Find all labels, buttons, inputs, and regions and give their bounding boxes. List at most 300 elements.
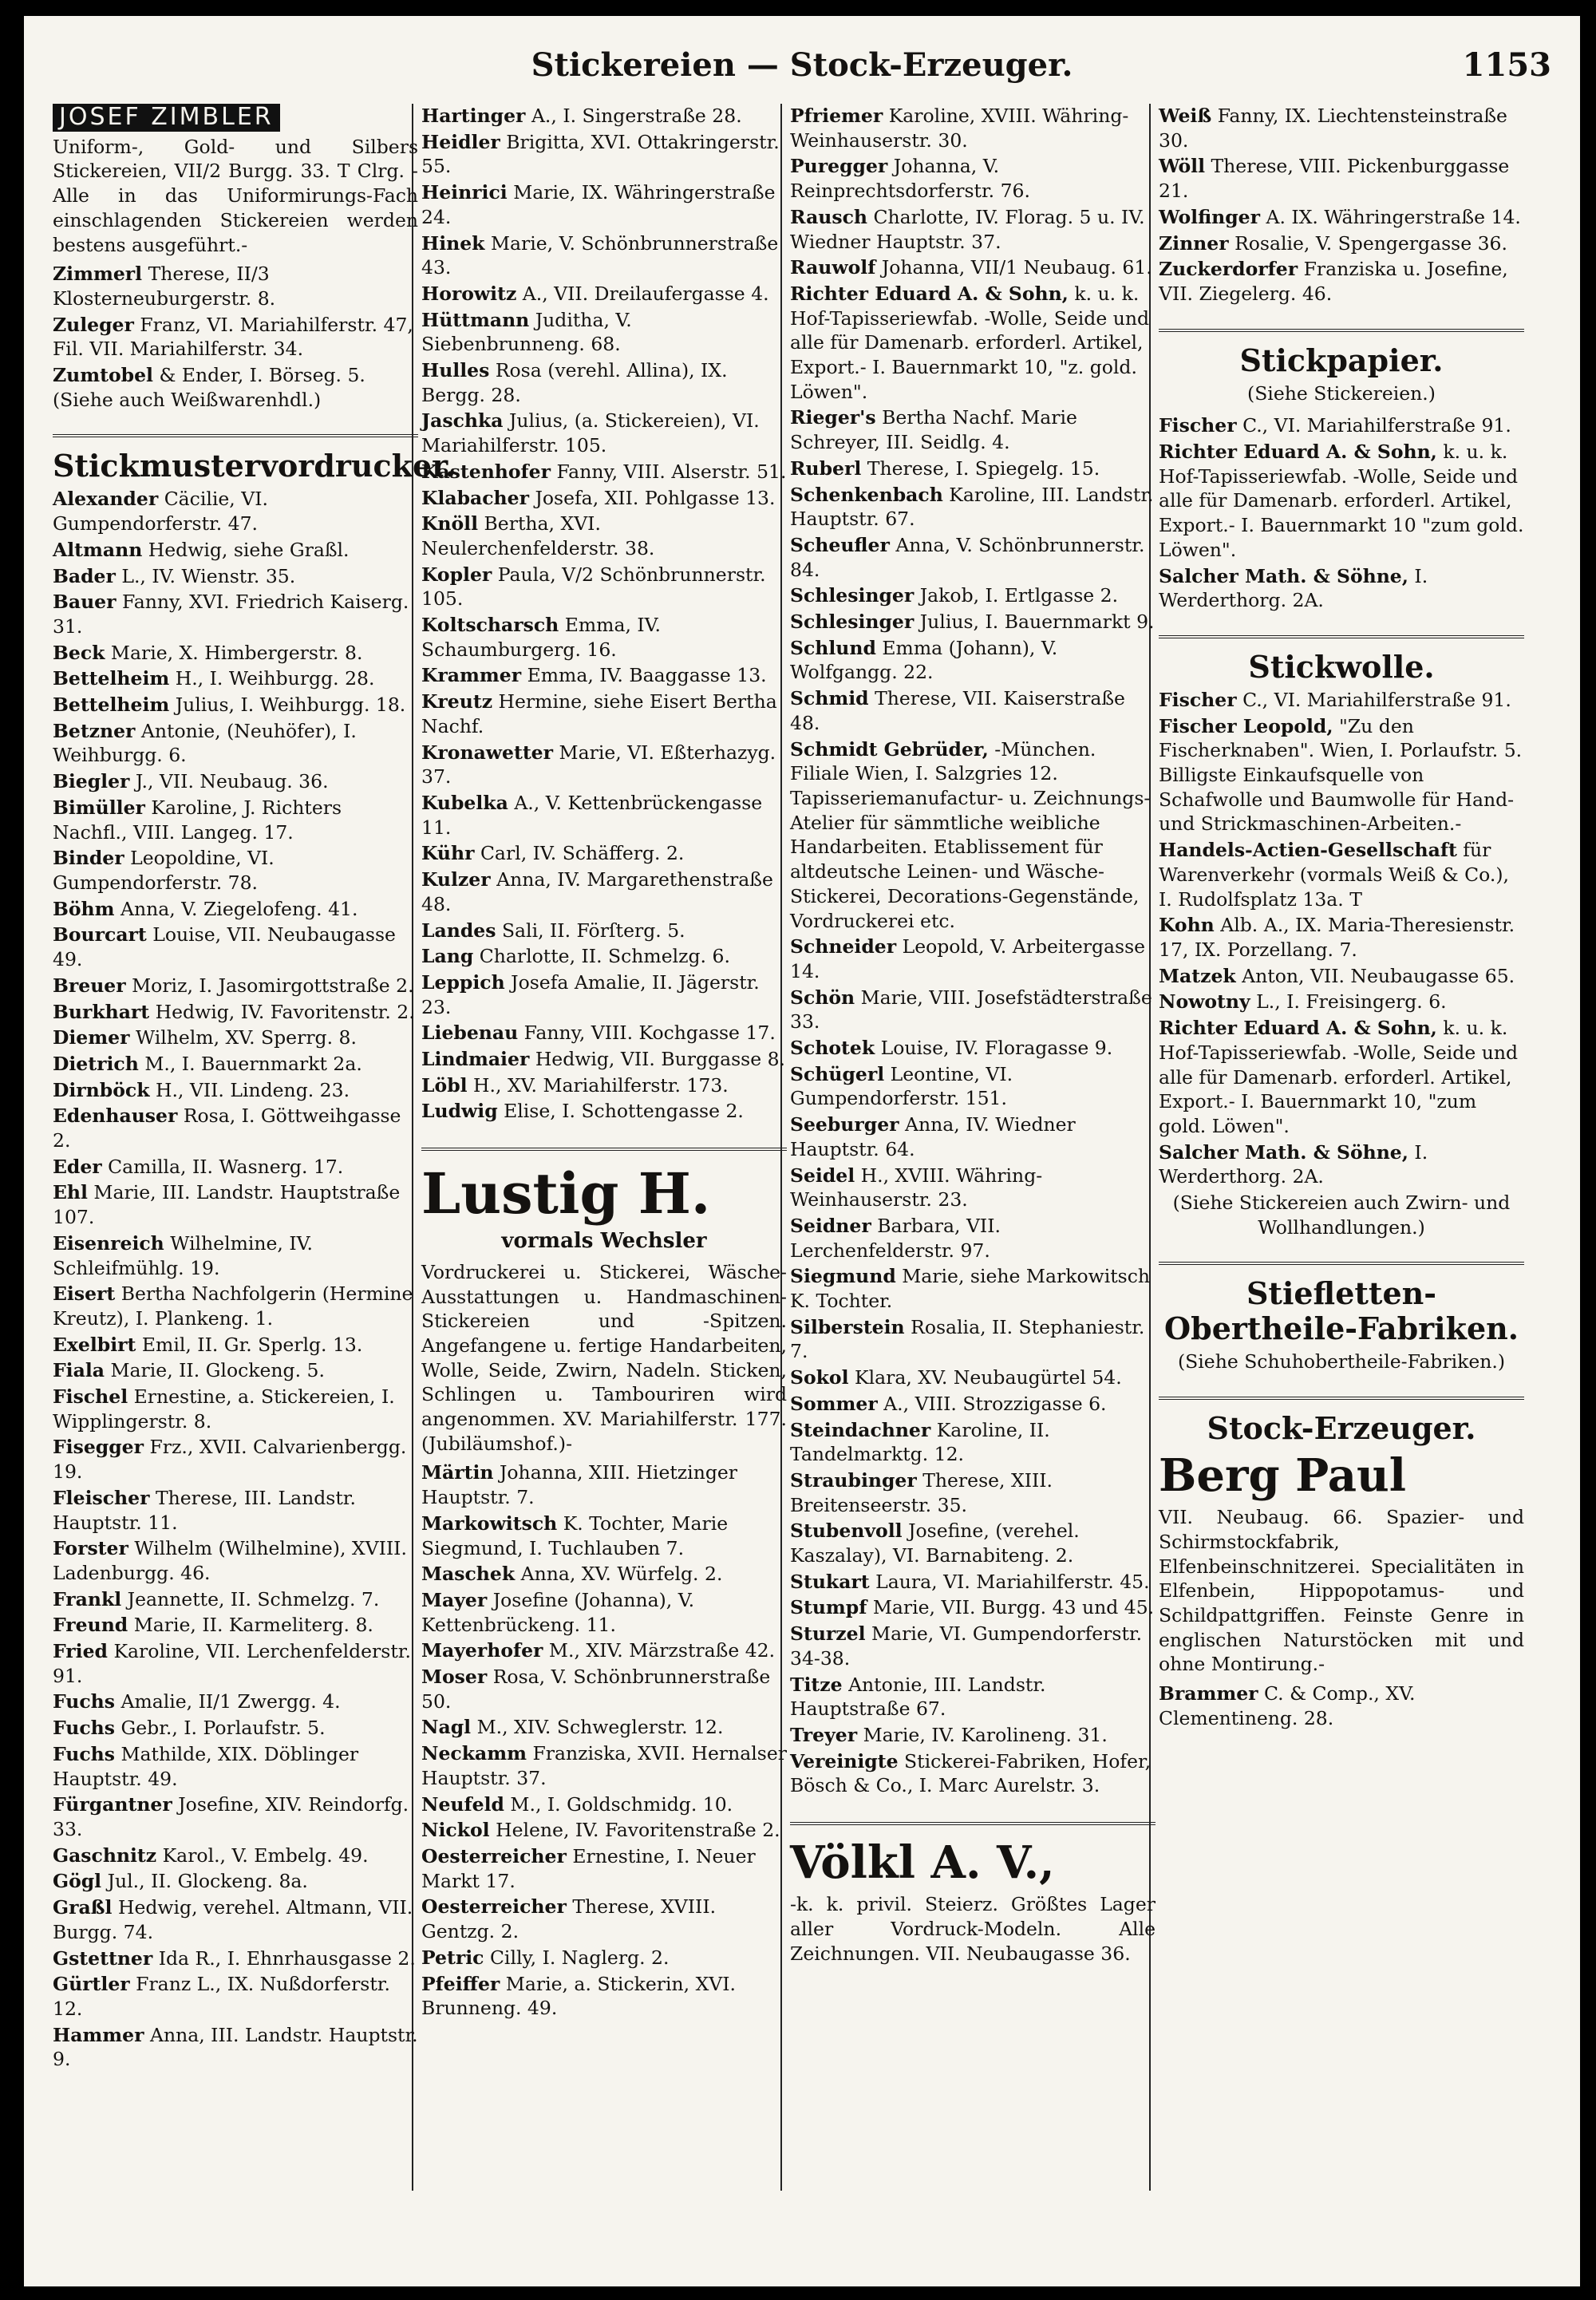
entry-name: Stubenvoll <box>790 1520 903 1543</box>
directory-entry <box>1159 154 1524 203</box>
entry-details: Marie, II. Karmeliterg. 8. <box>133 1614 373 1637</box>
entry-details: Therese, I. Spiegelg. 15. <box>867 456 1100 480</box>
entry-details: Franziska, XVII. Hernalser Hauptstr. 37. <box>421 1742 788 1789</box>
entry-name: Richter Eduard A. & Sohn, <box>790 282 1069 305</box>
directory-entry <box>53 719 418 768</box>
entry-details: L., IV. Wienstr. 35. <box>121 564 296 587</box>
berg-ad-name: Berg Paul <box>1159 1449 1406 1503</box>
directory-entry <box>790 610 1156 634</box>
entry-name: Stukart <box>790 1570 870 1593</box>
entry-details: C., VI. Mariahilferstraße 91. <box>1242 688 1511 711</box>
directory-entry <box>790 533 1156 582</box>
directory-entry <box>53 363 418 412</box>
entry-name: Fiala <box>53 1359 105 1382</box>
entry-details: Bertha, XVI. Neulerchenfelderstr. 38. <box>421 512 655 559</box>
directory-entry <box>53 897 418 922</box>
entry-details: Julius, (a. Stickereien), VI. Mariahilferstr. 105. <box>421 409 760 457</box>
directory-entry <box>421 1021 787 1045</box>
entry-name: Bourcart <box>53 923 147 946</box>
directory-entry <box>790 1392 1156 1417</box>
entry-details: Paula, V/2 Schönbrunnerstr. 105. <box>421 563 766 611</box>
directory-entry <box>421 970 787 1019</box>
entry-name: Vereinigte <box>790 1749 899 1772</box>
entry-details: Marie, a. Stickerin, XVI. Brunneng. 49. <box>421 1972 737 2020</box>
entry-details: Klara, XV. Neubaugürtel 54. <box>855 1366 1122 1389</box>
directory-entry <box>421 486 787 511</box>
directory-entry <box>1159 205 1524 230</box>
directory-entry <box>790 1673 1156 1721</box>
directory-entry <box>53 796 418 844</box>
entry-name: Gögl <box>53 1870 102 1893</box>
directory-entry <box>53 1536 418 1585</box>
directory-entry <box>53 1333 418 1357</box>
directory-entry <box>53 1000 418 1025</box>
entry-details: Johanna, V. Reinprechtsdorferstr. 76. <box>790 155 1030 203</box>
directory-entry <box>421 741 787 789</box>
directory-entry <box>790 456 1156 481</box>
entry-name: Seidel <box>790 1164 855 1187</box>
entry-details: Rosa, V. Schönbrunnerstraße 50. <box>421 1666 771 1713</box>
entry-details: Brigitta, XVI. Ottakringerstr. 55. <box>421 130 780 178</box>
directory-entry <box>421 460 787 484</box>
entry-details: Ernestine, I. Neuer Markt 17. <box>421 1845 756 1892</box>
entry-details: Karoline, XVIII. Währing-Weinhauserstr. 30. <box>790 105 1129 152</box>
directory-entry <box>421 1073 787 1098</box>
entry-details: Emma, IV. Baaggasse 13. <box>527 664 767 687</box>
entry-details: Marie, VI. Eßterhazyg. 37. <box>421 741 776 788</box>
entry-name: Freund <box>53 1614 128 1637</box>
entry-details: Fanny, IX. Liechtensteinstraße 30. <box>1159 105 1507 152</box>
directory-entry <box>790 686 1156 735</box>
entry-name: Altmann <box>53 538 143 561</box>
entry-name: Oesterreicher <box>421 1845 567 1867</box>
directory-entry <box>421 1665 787 1713</box>
entry-name: Silberstein <box>790 1315 905 1338</box>
directory-entry <box>790 282 1156 405</box>
section-title-stock-erzeuger: Stock-Erzeuger. <box>1159 1397 1524 1446</box>
entry-name: Diemer <box>53 1026 130 1049</box>
directory-entry <box>790 1112 1156 1161</box>
entry-name: Mayer <box>421 1588 488 1611</box>
entry-details: Therese, XIII. Breitenseerstr. 35. <box>790 1468 1053 1516</box>
entry-list <box>1159 1682 1524 1730</box>
directory-entry <box>790 1570 1156 1595</box>
directory-entry <box>53 564 418 589</box>
entry-details: Karoline, II. Tandelmarktg. 12. <box>790 1418 1050 1466</box>
directory-entry <box>421 358 787 407</box>
entry-details: M., XIV. Märzstraße 42. <box>548 1639 776 1662</box>
entry-details: "Zu den Fischerknaben". Wien, I. Porlaufstr. 5. Billigste Einkaufsquelle von Schafwolle und Baumwolle für Hand- und Strickmaschinen-Arbeiten.- <box>1159 714 1523 836</box>
entry-details: Wilhelm (Wilhelmine), XVIII. Ladenburgg. 46. <box>53 1537 407 1584</box>
entry-name: Oesterreicher <box>421 1895 567 1919</box>
directory-entry <box>421 1972 787 2021</box>
entry-name: Märtin <box>421 1461 494 1484</box>
entry-name: Fried <box>53 1640 108 1663</box>
entry-name: Zinner <box>1159 231 1229 255</box>
zimbler-logo: JOSEF ZIMBLER <box>53 104 280 132</box>
entry-details: Hedwig, IV. Favoritenstr. 2. <box>155 1000 415 1023</box>
entry-name: Petric <box>421 1946 484 1969</box>
entry-name: Fisegger <box>53 1436 144 1459</box>
directory-entry <box>421 1715 787 1740</box>
directory-entry <box>1159 688 1524 713</box>
entry-name: Nagl <box>421 1716 472 1739</box>
entry-name: Schenkenbach <box>790 483 943 506</box>
directory-entry <box>790 104 1156 152</box>
directory-entry <box>53 1946 418 1971</box>
entry-details: Fanny, VIII. Alserstr. 51. <box>556 460 787 483</box>
directory-entry <box>53 1639 418 1688</box>
entry-details: Franziska u. Josefine, VII. Ziegelerg. 46. <box>1159 258 1508 305</box>
entry-details: Leopold, V. Arbeitergasse 14. <box>790 935 1146 982</box>
entry-name: Lindmaier <box>421 1048 530 1071</box>
entry-name: Steindachner <box>790 1418 931 1441</box>
entry-details: k. u. k. Hof-Tapisseriewfab. -Wolle, Seide und alle für Damenarb. erforderl. Artikel, Export.- I. Bauernmarkt 10, "z. gold. Löwen". <box>790 282 1150 403</box>
entry-details: K. Tochter, Marie Siegmund, I. Tuchlauben 7. <box>421 1512 729 1559</box>
directory-entry <box>790 405 1156 454</box>
entry-details: Louise, IV. Floragasse 9. <box>880 1037 1113 1060</box>
entry-details: A., V. Kettenbrückengasse 11. <box>421 791 763 839</box>
directory-entry <box>421 1047 787 1072</box>
entry-name: Maschek <box>421 1563 516 1586</box>
directory-entry <box>1159 913 1524 962</box>
entry-name: Binder <box>53 847 124 870</box>
entry-details: Fanny, VIII. Kochgasse 17. <box>523 1022 776 1045</box>
directory-entry <box>53 1587 418 1612</box>
entry-name: Kastenhofer <box>421 460 551 483</box>
entry-details: Johanna, XIII. Hietzinger Hauptstr. 7. <box>421 1461 738 1509</box>
column-2 <box>421 104 787 2022</box>
entry-list <box>53 262 418 412</box>
section-note: (Siehe Stickereien.) <box>1247 381 1436 405</box>
entry-name: Breuer <box>53 974 126 997</box>
entry-name: Markowitsch <box>421 1512 558 1535</box>
entry-list <box>53 487 418 2072</box>
entry-name: Kreutz <box>421 690 493 713</box>
entry-name: Fischer Leopold, <box>1159 714 1333 737</box>
entry-details: Fanny, XVI. Friedrich Kaiserg. 31. <box>53 591 409 638</box>
entry-details: Emil, II. Gr. Sperlg. 13. <box>141 1333 363 1356</box>
entry-name: Fuchs <box>53 1690 115 1713</box>
entry-name: Bauer <box>53 591 117 614</box>
entry-name: Salcher Math. & Söhne, <box>1159 1140 1408 1164</box>
directory-entry <box>421 512 787 560</box>
entry-details: Gebr., I. Porlaufstr. 5. <box>120 1717 326 1740</box>
directory-entry <box>1159 257 1524 306</box>
directory-entry <box>53 1180 418 1229</box>
entry-name: Pfriemer <box>790 105 883 127</box>
entry-name: Sokol <box>790 1366 849 1389</box>
directory-entry <box>421 1895 787 1943</box>
entry-details: Leontine, VI. Gumpendorferstr. 151. <box>790 1062 1013 1110</box>
directory-entry <box>421 944 787 969</box>
entry-name: Wöll <box>1159 155 1206 178</box>
entry-details: Marie, II. Glockeng. 5. <box>110 1359 325 1382</box>
entry-name: Forster <box>53 1537 128 1560</box>
directory-entry <box>53 1792 418 1841</box>
entry-name: Zuckerdorfer <box>1159 258 1298 281</box>
page-title: Stickereien — Stock-Erzeuger. <box>531 46 1073 84</box>
section-title-stickpapier: Stickpapier. <box>1159 329 1524 378</box>
directory-entry <box>1159 990 1524 1014</box>
section-title-stickmustervordrucker: Stickmustervordrucker. <box>53 434 418 484</box>
entry-details: Anna, XV. Würfelg. 2. <box>520 1563 723 1586</box>
directory-entry <box>421 409 787 457</box>
directory-entry <box>53 1155 418 1180</box>
directory-entry <box>53 1742 418 1791</box>
directory-entry <box>790 1749 1156 1798</box>
entry-name: Rauwolf <box>790 256 876 279</box>
entry-details: Anna, V. Ziegelofeng. 41. <box>120 897 358 920</box>
zimbler-ad-text: Uniform-, Gold- und Silbers Stickereien, VII/2 Burgg. 33. T Clrg. -Alle in das Uniformirungs-Fach einschlagenden Stickereien werden bestens ausgeführt.- <box>53 135 418 256</box>
directory-entry <box>53 1613 418 1638</box>
entry-details: A. IX. Währingerstraße 14. <box>1266 205 1521 228</box>
directory-entry <box>53 487 418 535</box>
entry-details: Wilhelm, XV. Sperrg. 8. <box>135 1026 357 1049</box>
entry-details: Therese, VIII. Pickenburggasse 21. <box>1159 155 1510 203</box>
entry-name: Eisenreich <box>53 1231 164 1255</box>
directory-entry <box>53 1078 418 1103</box>
entry-name: Koltscharsch <box>421 614 559 637</box>
directory-entry <box>790 1062 1156 1111</box>
directory-entry <box>421 867 787 916</box>
entry-details: Therese, XVIII. Gentzg. 2. <box>421 1895 717 1943</box>
directory-entry <box>1159 104 1524 152</box>
directory-entry <box>1159 440 1524 563</box>
directory-entry <box>53 1844 418 1868</box>
directory-entry <box>421 919 787 943</box>
directory-entry <box>790 1595 1156 1620</box>
directory-entry <box>1159 413 1524 438</box>
directory-entry <box>421 1844 787 1893</box>
directory-entry <box>53 1104 418 1152</box>
directory-entry <box>790 737 1156 934</box>
entry-details: H., XV. Mariahilferstr. 173. <box>473 1073 729 1097</box>
entry-details: Josefine (Johanna), V. Kettenbrückeng. 11. <box>421 1588 695 1636</box>
entry-name: Schmid <box>790 687 869 710</box>
entry-name: Kohn <box>1159 914 1215 937</box>
entry-details: Josefine, (verehel. Kaszalay), VI. Barnabiteng. 2. <box>790 1520 1080 1567</box>
entry-details: C. & Comp., XV. Clementineng. 28. <box>1159 1682 1416 1729</box>
voelkl-ad-name: Völkl A. V., <box>790 1822 1156 1889</box>
entry-details: A., I. Singerstraße 28. <box>531 105 742 127</box>
directory-entry <box>790 636 1156 685</box>
directory-entry <box>53 1385 418 1433</box>
voelkl-ad-text: -k. k. privil. Steierz. Größtes Lager aller Vordruck-Modeln. Alle Zeichnungen. VII. Neubaugasse 36. <box>790 1893 1156 1965</box>
entry-name: Kronawetter <box>421 741 554 764</box>
entry-details: Hermine, siehe Eisert Bertha Nachf. <box>421 690 777 737</box>
entry-details: Therese, III. Landstr. Hauptstr. 11. <box>53 1486 356 1534</box>
entry-name: Betzner <box>53 719 136 742</box>
entry-name: Kühr <box>421 842 475 865</box>
directory-entry <box>53 313 418 362</box>
entry-name: Hüttmann <box>421 308 530 331</box>
directory-entry <box>1159 714 1524 837</box>
entry-details: Franz L., IX. Nußdorferstr. 12. <box>53 1973 390 2020</box>
directory-entry <box>790 1036 1156 1061</box>
directory-entry <box>421 1946 787 1970</box>
directory-entry <box>53 666 418 691</box>
entry-details: Josefa, XII. Pohlgasse 13. <box>535 486 776 509</box>
entry-name: Gaschnitz <box>53 1844 157 1867</box>
entry-name: Dirnböck <box>53 1078 150 1101</box>
entry-name: Löbl <box>421 1073 468 1097</box>
page-number: 1153 <box>1462 46 1551 84</box>
entry-details: für Warenverkehr (vormals Weiß & Co.), I. Rudolfsplatz 13a. T <box>1159 839 1510 911</box>
entry-details: Charlotte, IV. Florag. 5 u. IV. Wiedner Hauptstr. 37. <box>790 205 1145 253</box>
directory-entry <box>421 1818 787 1843</box>
directory-entry <box>53 1052 418 1077</box>
entry-details: Moriz, I. Jasomirgottstraße 2. <box>132 974 414 997</box>
entry-details: Jul., II. Glockeng. 8a. <box>107 1870 308 1893</box>
directory-entry <box>53 1972 418 2021</box>
entry-details: Ernestine, a. Stickereien, I. Wipplingerstr. 8. <box>53 1385 395 1433</box>
entry-details: Louise, VII. Neubaugasse 49. <box>53 923 396 971</box>
entry-name: Mayerhofer <box>421 1639 543 1662</box>
directory-entry <box>1159 564 1524 613</box>
entry-details: Marie, VII. Burgg. 43 und 45. <box>872 1596 1155 1619</box>
entry-name: Bader <box>53 564 116 587</box>
entry-name: Zumtobel <box>53 364 153 387</box>
directory-entry <box>53 1895 418 1944</box>
entry-details: Hedwig, verehel. Altmann, VII. Burgg. 74. <box>53 1896 413 1943</box>
entry-name: Siegmund <box>790 1265 896 1288</box>
entry-name: Richter Eduard A. & Sohn, <box>1159 441 1437 464</box>
directory-entry <box>421 1460 787 1509</box>
directory-entry <box>790 986 1156 1034</box>
entry-name: Schlund <box>790 636 876 659</box>
entry-details: Karol., V. Embelg. 49. <box>162 1844 369 1867</box>
page-header <box>24 46 1580 94</box>
entry-details: Marie, VI. Gumpendorferstr. 34-38. <box>790 1622 1143 1670</box>
entry-name: Frankl <box>53 1587 122 1610</box>
entry-name: Seidner <box>790 1214 871 1237</box>
directory-entry <box>421 1638 787 1663</box>
entry-name: Hartinger <box>421 105 526 127</box>
entry-details: Barbara, VII. Lerchenfelderstr. 97. <box>790 1214 1001 1262</box>
directory-entry <box>790 583 1156 608</box>
entry-details: H., XVIII. Währing-Weinhauserstr. 23. <box>790 1164 1043 1211</box>
directory-entry <box>421 663 787 688</box>
entry-name: Matzek <box>1159 964 1236 987</box>
entry-name: Moser <box>421 1666 488 1689</box>
lustig-ad-subtitle: vormals Wechsler <box>501 1229 707 1254</box>
entry-details: Juditha, V. Siebenbrunneng. 68. <box>421 308 632 356</box>
entry-name: Kopler <box>421 563 492 586</box>
entry-list <box>1159 413 1524 613</box>
entry-list <box>421 1460 787 2020</box>
directory-page <box>24 16 1580 2286</box>
entry-name: Kulzer <box>421 868 491 891</box>
directory-entry <box>421 282 787 306</box>
entry-name: Gstettner <box>53 1946 153 1970</box>
entry-name: Ehl <box>53 1181 88 1204</box>
entry-name: Nickol <box>421 1819 490 1842</box>
directory-entry <box>1159 1682 1524 1730</box>
entry-name: Bettelheim <box>53 694 170 717</box>
entry-details: Anton, VII. Neubaugasse 65. <box>1242 964 1515 987</box>
directory-entry <box>790 205 1156 254</box>
directory-entry <box>53 1869 418 1894</box>
entry-details: Karoline, III. Landstr. Hauptstr. 67. <box>790 483 1154 531</box>
entry-name: Graßl <box>53 1896 113 1919</box>
entry-details: Wilhelmine, IV. Schleifmühlg. 19. <box>53 1231 313 1279</box>
directory-entry <box>421 563 787 611</box>
entry-name: Titze <box>790 1673 843 1696</box>
entry-name: Heinrici <box>421 181 508 204</box>
entry-name: Fischel <box>53 1385 128 1409</box>
directory-entry <box>421 180 787 229</box>
entry-name: Hulles <box>421 359 490 382</box>
entry-details: Anna, V. Schönbrunnerstr. 84. <box>790 533 1145 581</box>
entry-name: Puregger <box>790 155 888 178</box>
directory-entry <box>421 1792 787 1817</box>
directory-entry <box>421 613 787 662</box>
directory-entry <box>1159 1016 1524 1139</box>
entry-name: Schlesinger <box>790 611 915 634</box>
entry-details: Frz., XVII. Calvarienbergg. 19. <box>53 1436 407 1484</box>
entry-name: Zuleger <box>53 313 134 336</box>
directory-entry <box>421 1562 787 1587</box>
directory-entry <box>53 538 418 563</box>
entry-details: Therese, VII. Kaiserstraße 48. <box>790 687 1125 734</box>
directory-entry <box>421 104 787 128</box>
entry-name: Bettelheim <box>53 667 170 690</box>
lustig-ad-name: Lustig H. <box>421 1148 787 1226</box>
entry-name: Nowotny <box>1159 990 1250 1014</box>
entry-details: Marie, X. Himbergerstr. 8. <box>110 641 363 664</box>
directory-entry <box>421 791 787 840</box>
directory-entry <box>790 1214 1156 1263</box>
directory-entry <box>53 1689 418 1714</box>
entry-details: Emma, IV. Schaumburgerg. 16. <box>421 614 662 661</box>
entry-details: Amalie, II/1 Zwergg. 4. <box>120 1690 341 1713</box>
entry-details: Julius, I. Weihburgg. 18. <box>175 694 406 717</box>
entry-details: Josefa Amalie, II. Jägerstr. 23. <box>421 970 760 1018</box>
entry-details: Alb. A., IX. Maria-Theresienstr. 17, IX. Porzellang. 7. <box>1159 914 1515 961</box>
entry-details: Marie, IX. Währingerstraße 24. <box>421 181 776 228</box>
entry-name: Richter Eduard A. & Sohn, <box>1159 1017 1437 1040</box>
entry-name: Handels-Actien-Gesellschaft <box>1159 839 1457 862</box>
entry-details: M., XIV. Schweglerstr. 12. <box>476 1716 724 1739</box>
entry-name: Knöll <box>421 512 479 535</box>
entry-details: Charlotte, II. Schmelzg. 6. <box>479 945 730 968</box>
entry-details: Marie, V. Schönbrunnerstraße 43. <box>421 231 779 279</box>
entry-name: Treyer <box>790 1724 858 1746</box>
entry-name: Exelbirt <box>53 1333 136 1356</box>
lustig-ad-text: Vordruckerei u. Stickerei, Wäsche-Ausstattungen u. Handmaschinen-Stickereien und -Spitzen. Angefangene u. fertige Handarbeiten, Wolle, Seide, Zwirn, Nadeln. Sticken, Schlingen u. Tambouriren wird angenommen. XV. Mariahilferstr. 177. (Jubiläumshof.)- <box>421 1260 787 1455</box>
entry-name: Klabacher <box>421 486 529 509</box>
entry-details: I. Werderthorg. 2A. <box>1159 1140 1428 1188</box>
directory-entry <box>790 1519 1156 1567</box>
entry-name: Schneider <box>790 935 897 958</box>
entry-name: Heidler <box>421 130 500 153</box>
entry-details: Rosalie, V. Spengergasse 36. <box>1235 231 1507 255</box>
directory-entry <box>53 1358 418 1383</box>
entry-name: Bimüller <box>53 796 145 819</box>
entry-name: Beck <box>53 641 105 664</box>
entry-details: Anna, IV. Wiedner Hauptstr. 64. <box>790 1113 1076 1160</box>
entry-details: Rosa, I. Göttweihgasse 2. <box>53 1105 401 1152</box>
entry-list <box>790 104 1156 1798</box>
entry-details: I. Werderthorg. 2A. <box>1159 564 1428 612</box>
entry-details: Marie, siehe Markowitsch K. Tochter. <box>790 1265 1151 1313</box>
entry-details: Josefine, XIV. Reindorfg. 33. <box>53 1793 409 1840</box>
directory-entry <box>53 2023 418 2072</box>
entry-name: Sommer <box>790 1392 878 1415</box>
directory-entry <box>53 769 418 794</box>
entry-details: Anna, IV. Margarethenstraße 48. <box>421 868 773 915</box>
